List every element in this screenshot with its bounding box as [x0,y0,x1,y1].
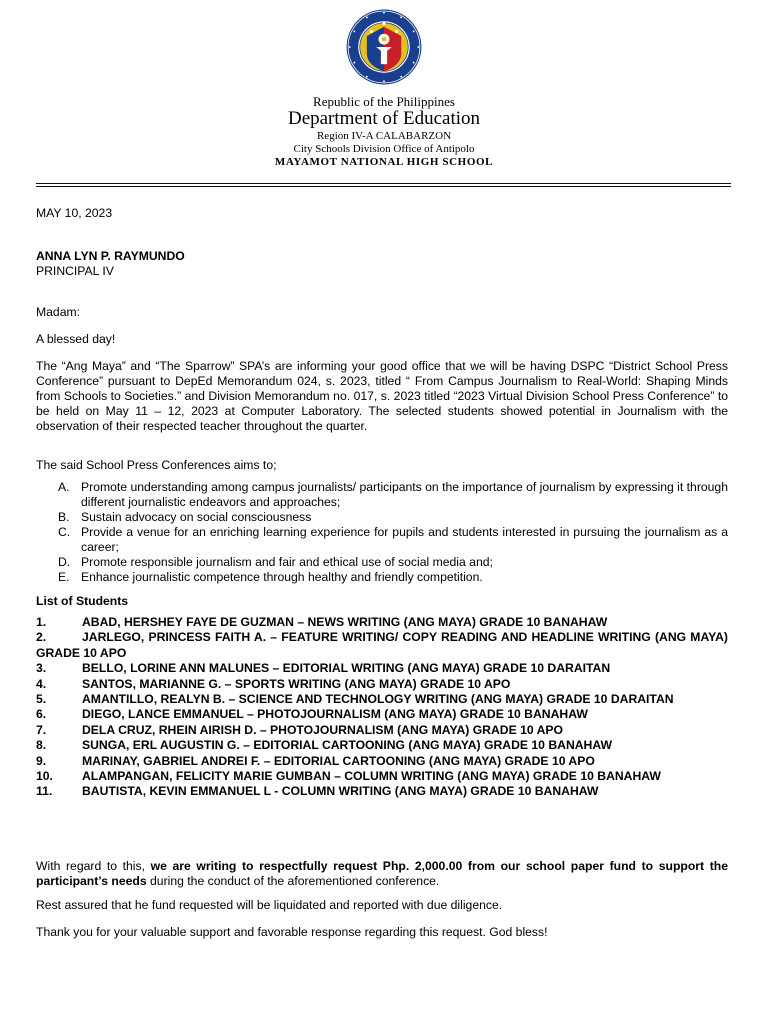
student-text: ALAMPANGAN, FELICITY MARIE GUMBAN – COLUMN WRITING (ANG MAYA) GRADE 10 BANAHAW [82,769,661,784]
student-item [36,707,728,722]
aim-item [36,480,728,510]
aim-text: Promote responsible journalism and fair and ethical use of social media and; [81,555,493,569]
aim-marker: A. [58,480,70,494]
recipient-name: ANNA LYN P. RAYMUNDO [36,249,185,263]
student-text: ABAD, HERSHEY FAYE DE GUZMAN – NEWS WRITING (ANG MAYA) GRADE 10 BANAHAW [82,615,608,629]
request-tail: during the conduct of the aforementioned conference. [146,874,440,888]
student-text: DELA CRUZ, RHEIN AIRISH D. – PHOTOJOURNALISM (ANG MAYA) GRADE 10 APO [82,722,564,737]
students-list-title: List of Students [36,594,129,608]
aim-text: Provide a venue for an enriching learning experience for pupils and students interested in pursuing the journalism as a career; [81,525,728,554]
salutation: Madam: [36,305,81,319]
student-number: 10. [36,769,53,784]
student-item [36,784,728,799]
student-item [36,615,728,630]
student-number: 6. [36,707,47,722]
student-number: 7. [36,722,47,737]
student-text: AMANTILLO, REALYN B. – SCIENCE AND TECHNOLOGY WRITING (ANG MAYA) GRADE 10 DARAITAN [82,692,674,707]
student-number: 11. [36,784,53,799]
student-text: BELLO, LORINE ANN MALUNES – EDITORIAL WRITING (ANG MAYA) GRADE 10 DARAITAN [82,661,611,676]
aim-item [36,570,728,585]
region-line: Region IV-A CALABARZON [316,130,452,142]
request-lead: With regard to this, [36,859,151,873]
aim-text: Promote understanding among campus journalists/ participants on the importance of journalism by expressing it through different journalistic endeavors and approaches; [81,480,728,509]
aim-text: Sustain advocacy on social consciousness [81,510,312,524]
greeting: A blessed day! [36,332,116,346]
request-paragraph [36,859,728,889]
aims-list [36,480,728,585]
division-line: City Schools Division Office of Antipolo [293,143,475,155]
student-item [36,754,728,769]
aim-item [36,555,728,570]
student-number: 2. [36,630,47,645]
request-amount-text: we are writing to respectfully request Php. 2,000.00 from our school paper fund to support the participant’s needs [36,859,728,888]
aim-item [36,510,728,525]
intro-paragraph: The “Ang Maya” and “The Sparrow” SPA’s are informing your good office that we will be having DSPC “District School Press Conference” pursuant to DepEd Memorandum 024, s. 2023, titled “ From Campus Journalism to Real-World: Shaping Minds from Schools to Societies.” and Division Memorandum no. 017, s. 2023 titled “2023 Virtual Division School Press Conference” to be held on May 11 – 12, 2023 at Computer Laboratory. The selected students showed potential in Journalism with the observation of their respected teacher throughout the quarter. [36,359,728,433]
student-number: 5. [36,692,47,707]
student-text: DIEGO, LANCE EMMANUEL – PHOTOJOURNALISM (ANG MAYA) GRADE 10 BANAHAW [82,707,588,722]
aim-item [36,525,728,555]
republic-line: Republic of the Philippines [313,94,455,109]
student-number: 9. [36,753,47,768]
assurance-paragraph: Rest assured that he fund requested will be liquidated and reported with due diligence. [36,898,503,912]
aim-marker: B. [58,510,70,524]
student-text: JARLEGO, PRINCESS FAITH A. – FEATURE WRITING/ COPY READING AND HEADLINE WRITING (ANG MAYA) GRADE 10 APO [36,630,728,660]
student-item [36,692,728,707]
recipient-block [36,249,185,279]
deped-seal-icon [345,8,423,86]
student-number: 1. [36,615,47,629]
aim-text: Enhance journalistic competence through healthy and friendly competition. [81,570,483,584]
student-number: 8. [36,738,47,753]
header-divider [36,183,731,184]
student-item [36,630,728,661]
student-item [36,677,728,692]
closing-paragraph: Thank you for your valuable support and favorable response regarding this request. God bless! [36,925,548,939]
student-item [36,738,728,753]
student-text: BAUTISTA, KEVIN EMMANUEL L - COLUMN WRITING (ANG MAYA) GRADE 10 BANAHAW [82,784,599,799]
school-name: MAYAMOT NATIONAL HIGH SCHOOL [274,156,494,168]
letter-date: MAY 10, 2023 [36,206,113,220]
student-item [36,769,728,784]
aim-marker: D. [58,555,71,569]
student-number: 4. [36,676,47,691]
header-divider-thin [36,186,731,187]
student-text: MARINAY, GABRIEL ANDREI F. – EDITORIAL CARTOONING (ANG MAYA) GRADE 10 APO [82,753,595,768]
aims-intro: The said School Press Conferences aims to; [36,458,277,472]
student-item [36,661,728,676]
student-text: SANTOS, MARIANNE G. – SPORTS WRITING (ANG MAYA) GRADE 10 APO [82,676,511,691]
department-title: Department of Education [287,108,481,129]
aim-marker: E. [58,570,70,584]
students-list [36,615,728,800]
student-text: SUNGA, ERL AUGUSTIN G. – EDITORIAL CARTOONING (ANG MAYA) GRADE 10 BANAHAW [82,738,612,753]
recipient-title: PRINCIPAL IV [36,264,114,278]
student-item [36,723,728,738]
student-number: 3. [36,661,47,676]
aim-marker: C. [58,525,71,539]
